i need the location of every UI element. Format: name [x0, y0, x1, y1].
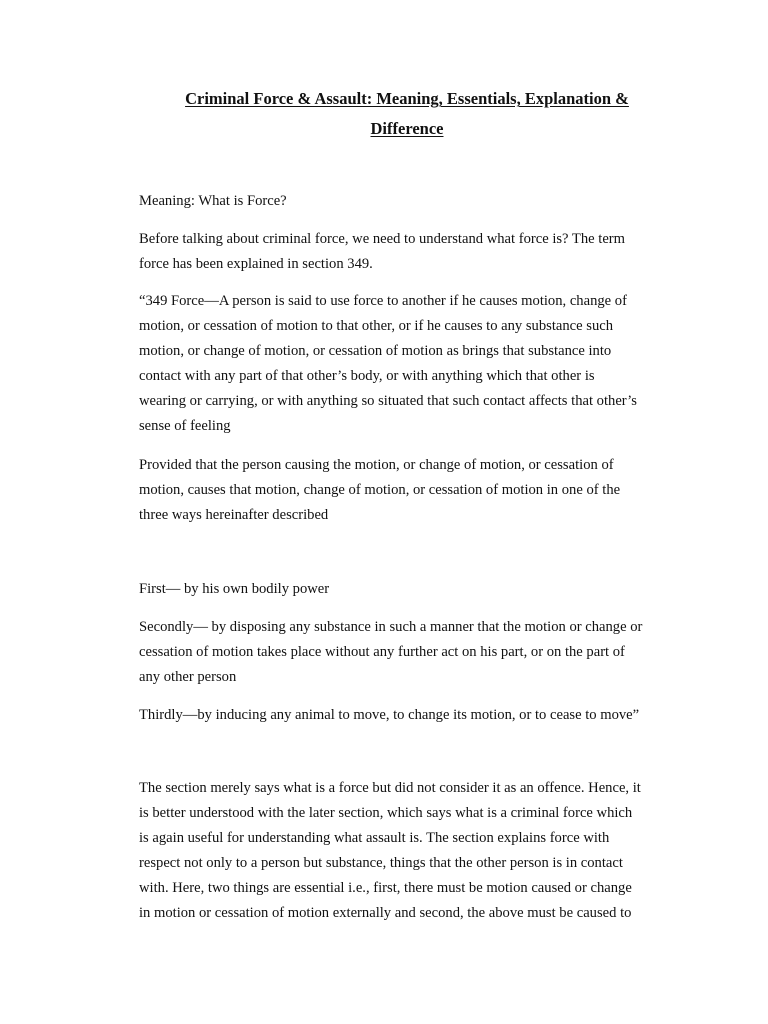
explanation-line: in motion or cessation of motion externally and second, the above must be caused to: [139, 905, 632, 921]
intro-line: Before talking about criminal force, we need to understand what force is? The term: [139, 231, 626, 247]
title-line-2: Difference: [370, 119, 444, 138]
intro-paragraph: [139, 227, 679, 277]
thirdly-way: Thirdly—by inducing any animal to move, to change its motion, or to cease to move”: [139, 707, 640, 723]
document-title: [100, 84, 714, 144]
explanation-paragraph: [139, 776, 679, 926]
proviso-line: Provided that the person causing the motion, or change of motion, or cessation of: [139, 457, 614, 473]
secondly-line: any other person: [139, 669, 237, 685]
quote-line: “349 Force—A person is said to use force to another if he causes motion, change of: [139, 293, 627, 309]
explanation-line: with. Here, two things are essential i.e., first, there must be motion caused or change: [139, 880, 632, 896]
section-349-quote: [139, 289, 679, 439]
proviso-paragraph: [139, 453, 679, 528]
secondly-way: [139, 615, 679, 690]
explanation-line: is again useful for understanding what assault is. The section explains force with: [139, 830, 610, 846]
quote-line: motion, or cessation of motion to that other, or if he causes to any substance such: [139, 318, 614, 334]
secondly-line: Secondly— by disposing any substance in such a manner that the motion or change or: [139, 619, 643, 635]
intro-line: force has been explained in section 349.: [139, 256, 373, 272]
quote-line: contact with any part of that other’s body, or with anything which that other is: [139, 368, 595, 384]
quote-line: sense of feeling: [139, 418, 231, 434]
quote-line: motion, or change of motion, or cessation of motion as brings that substance into: [139, 343, 612, 359]
meaning-heading: Meaning: What is Force?: [139, 193, 287, 209]
quote-line: wearing or carrying, or with anything so situated that such contact affects that other’s: [139, 393, 637, 409]
proviso-line: three ways hereinafter described: [139, 507, 329, 523]
title-line-1: Criminal Force & Assault: Meaning, Essentials, Explanation &: [185, 89, 629, 108]
proviso-line: motion, causes that motion, change of motion, or cessation of motion in one of the: [139, 482, 621, 498]
explanation-line: The section merely says what is a force but did not consider it as an offence. Hence, it: [139, 780, 641, 796]
explanation-line: is better understood with the later section, which says what is a criminal force which: [139, 805, 633, 821]
first-way: First— by his own bodily power: [139, 581, 330, 597]
explanation-line: respect not only to a person but substance, things that the other person is in contact: [139, 855, 623, 871]
secondly-line: cessation of motion takes place without any further act on his part, or on the part of: [139, 644, 625, 660]
